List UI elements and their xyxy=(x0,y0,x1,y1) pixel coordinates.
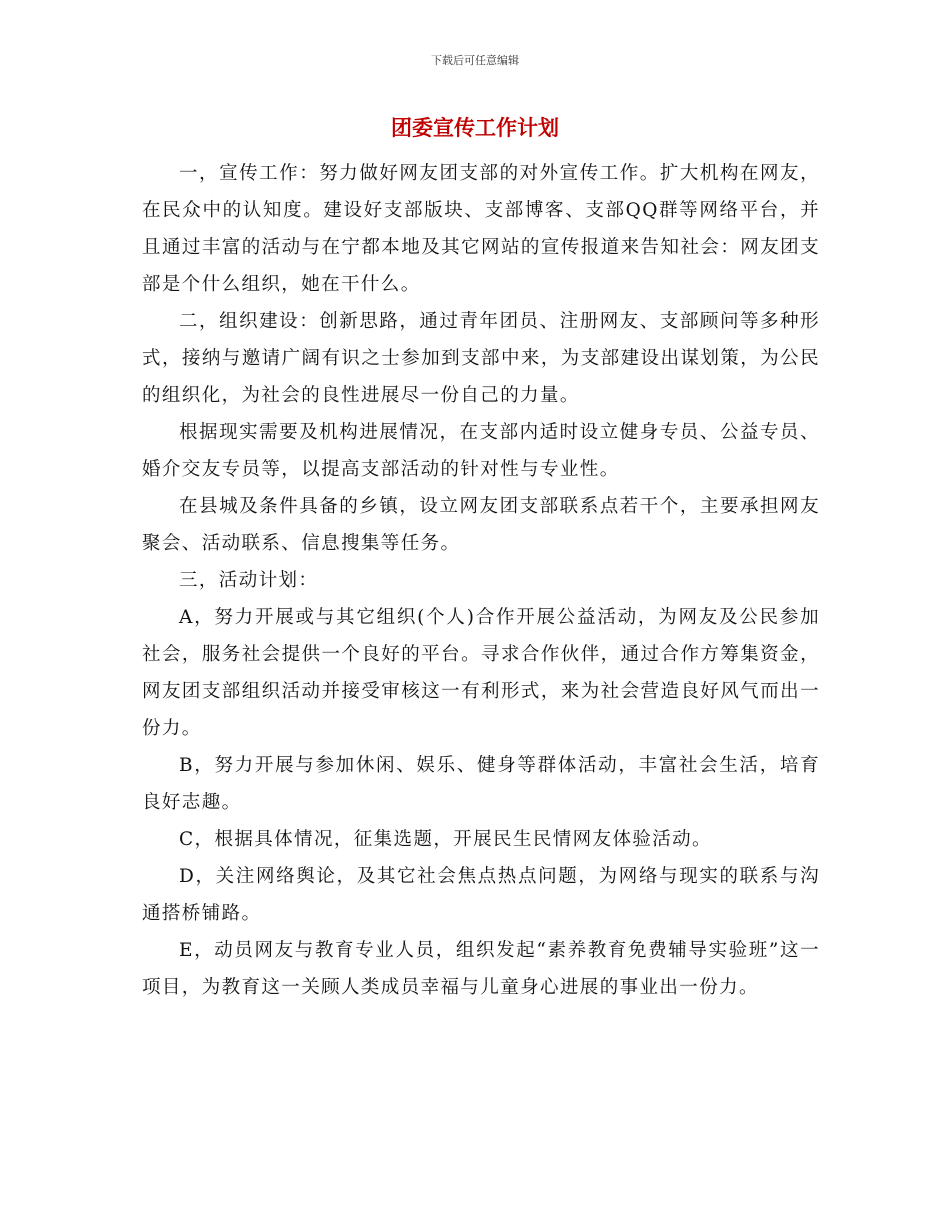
paragraph-publicity: 一，宣传工作：努力做好网友团支部的对外宣传工作。扩大机构在网友，在民众中的认知度。建设好支部版块、支部博客、支部QQ群等网络平台，并且通过丰富的活动与在宁都本地及其它网站的宣传报道来告知社会：网友团支部是个什么组织，她在干什么。 xyxy=(142,163,820,295)
paragraph-item-c: C，根据具体情况，征集选题，开展民生民情网友体验活动。 xyxy=(179,829,712,850)
paragraph-organization: 二，组织建设：创新思路，通过青年团员、注册网友、支部顾问等多种形式，接纳与邀请广阔有识之士参加到支部中来，为支部建设出谋划策，为公民的组织化，为社会的良性进展尽一份自己的力量。 xyxy=(142,311,820,406)
paragraph-item-b: B，努力开展与参加休闲、娱乐、健身等群体活动，丰富社会生活，培育良好志趣。 xyxy=(142,755,820,813)
document-title: 团委宣传工作计划 xyxy=(391,116,559,140)
paragraph-item-d: D，关注网络舆论，及其它社会焦点热点问题，为网络与现实的联系与沟通搭桥铺路。 xyxy=(142,866,820,924)
paragraph-activity-plan-heading: 三，活动计划： xyxy=(179,570,319,591)
paragraph-contact-points: 在县城及条件具备的乡镇，设立网友团支部联系点若干个，主要承担网友聚会、活动联系、信息搜集等任务。 xyxy=(142,496,820,554)
document-body xyxy=(142,155,820,1006)
paragraph-specialists: 根据现实需要及机构进展情况，在支部内适时设立健身专员、公益专员、婚介交友专员等，以提高支部活动的针对性与专业性。 xyxy=(142,422,820,480)
paragraph-item-e: E，动员网友与教育专业人员，组织发起“素养教育免费辅导实验班”这一项目，为教育这一关顾人类成员幸福与儿童身心进展的事业出一份力。 xyxy=(142,940,820,998)
paragraph-item-a: A，努力开展或与其它组织(个人)合作开展公益活动，为网友及公民参加社会，服务社会提供一个良好的平台。寻求合作伙伴，通过合作方筹集资金，网友团支部组织活动并接受审核这一有利形式，来为社会营造良好风气而出一份力。 xyxy=(142,607,820,739)
header-note: 下载后可任意编辑 xyxy=(431,54,519,67)
